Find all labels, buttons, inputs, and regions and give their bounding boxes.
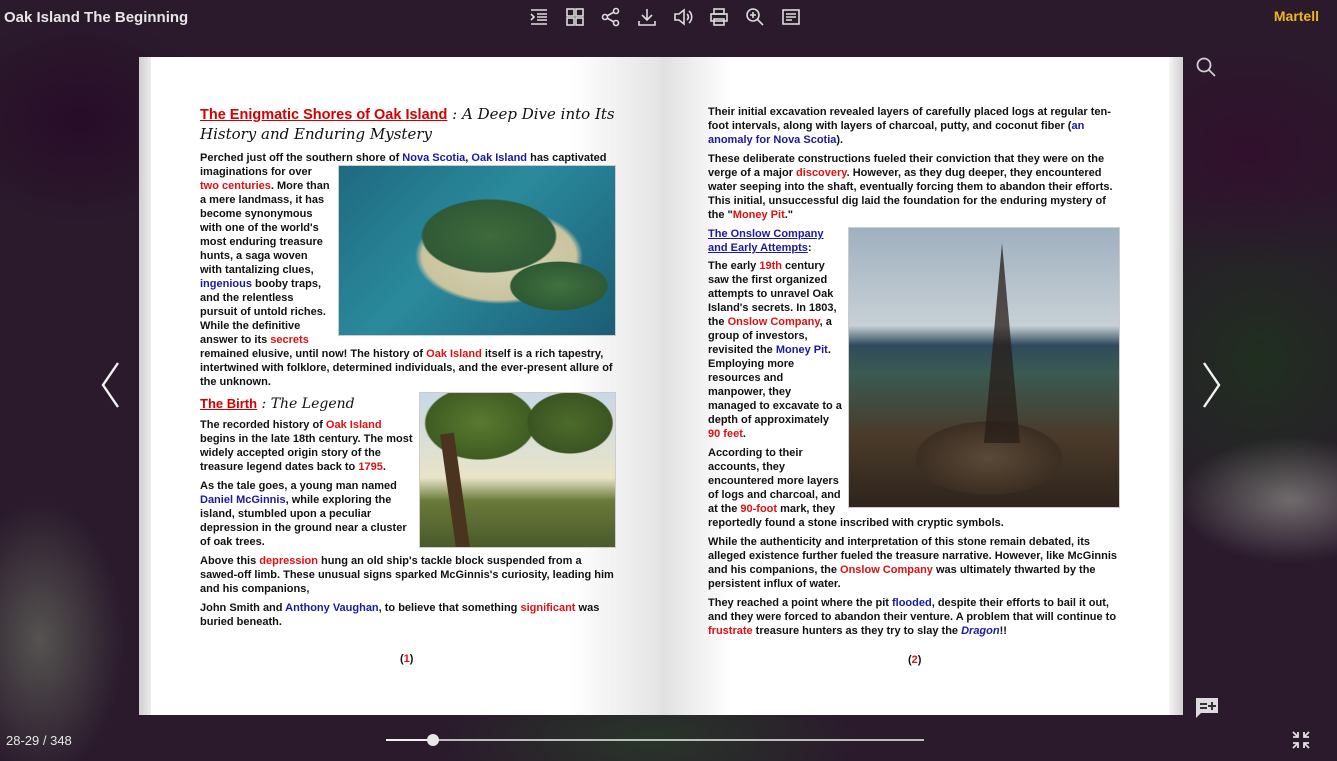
toolbar xyxy=(526,5,804,29)
chevron-left-icon xyxy=(98,360,122,410)
share-icon xyxy=(600,6,622,28)
notes-button[interactable] xyxy=(778,5,804,29)
download-icon xyxy=(636,6,658,28)
onslow-heading: The Onslow Company and Early Attempts: xyxy=(708,228,824,254)
search-button[interactable] xyxy=(1195,56,1219,80)
print-button[interactable] xyxy=(706,5,732,29)
add-comment-icon xyxy=(1195,697,1219,719)
sound-button[interactable] xyxy=(670,5,696,29)
oak-island-aerial-photo xyxy=(338,165,616,336)
drilling-rig-photo xyxy=(848,227,1120,508)
page-number-right: (2) xyxy=(908,654,922,666)
birth-heading-link[interactable]: The Birth xyxy=(200,396,258,411)
previous-page-button[interactable] xyxy=(98,360,122,410)
right-page[interactable] xyxy=(661,57,1169,715)
paragraph-accounts: According to their accounts, they encountered more layers of logs and charcoal, and at the 90-foot mark, they reportedly found a stone inscribed with cryptic symbols. xyxy=(708,447,1004,529)
page-slider[interactable] xyxy=(386,739,924,741)
speaker-icon xyxy=(672,6,694,28)
share-button[interactable] xyxy=(598,5,624,29)
right-page-content xyxy=(708,105,1120,643)
left-page[interactable] xyxy=(151,57,661,715)
exit-fullscreen-button[interactable] xyxy=(1290,729,1312,751)
thumbnails-button[interactable] xyxy=(562,5,588,29)
add-note-button[interactable] xyxy=(1195,697,1219,719)
brand-label: Martell xyxy=(1273,8,1319,24)
bottom-bar xyxy=(0,720,1337,761)
slider-thumb[interactable] xyxy=(427,734,439,746)
top-bar xyxy=(0,0,1337,36)
paragraph-tale: As the tale goes, a young man named Daniel McGinnis, while exploring the island, stumbled upon a peculiar depression in the ground near a cluster of oak trees. xyxy=(200,480,407,548)
paragraph-constructions: These deliberate constructions fueled their conviction that they were on the verge of a major discovery. However, as they dug deeper, they encountered water seeping into the shaft, eventually forcing them to abandon their efforts. This initial, unsuccessful dig laid the foundation for the enduring mystery of the "Money Pit." xyxy=(708,153,1113,221)
note-icon xyxy=(780,6,802,28)
birth-heading: The Birth : The Legend xyxy=(200,396,355,412)
paragraph-companions: John Smith and Anthony Vaughan, to believe that something significant was buried beneath. xyxy=(200,602,600,628)
paragraph-authenticity: While the authenticity and interpretation of this stone remain debated, its alleged existence further fueled the treasure narrative. However, like McGinnis and his companions, the Onslow Company was ultimately thwarted by the persistent influx of water. xyxy=(708,536,1117,590)
left-page-content xyxy=(200,105,620,634)
table-of-contents-button[interactable] xyxy=(526,5,552,29)
zoom-icon xyxy=(744,6,766,28)
chevron-right-icon xyxy=(1200,360,1224,410)
page-number-left: (1) xyxy=(400,653,414,665)
print-icon xyxy=(708,6,730,28)
tree-excavation-photo xyxy=(419,392,616,548)
paragraph-onslow: The early 19th century saw the first organized attempts to unravel Oak Island's secrets. In 1803, the Onslow Company, a group of investors, revisited the Money Pit. Employing more resources and manpower, they managed to excavate to a depth of approximately 90 feet. xyxy=(708,260,842,440)
paragraph-depression: Above this depression hung an old ship's tackle block suspended from a sawed-off limb. These unusual signs sparked McGinnis's curiosity, leading him and his companions, xyxy=(200,555,614,595)
page-indicator: 28-29 / 348 xyxy=(6,733,72,748)
collapse-icon xyxy=(1290,729,1312,751)
paragraph-intro: Perched just off the southern shore of Nova Scotia, Oak Island has captivated imaginations for over two centuries. More than a mere landmass, it has become synonymous with one of the world's most enduring treasure hunts, a saga woven with tantalizing clues, ingenious booby traps, and the relentless pursuit of untold riches. While the definitive answer to its secrets remained elusive, until now! The history of Oak Island itself is a rich tapestry, intertwined with folklore, determined individuals, and the ever-present allure of the unknown. xyxy=(200,151,620,389)
book-spread xyxy=(139,57,1183,715)
paragraph-history: The recorded history of Oak Island begins in the late 18th century. The most widely accepted origin story of the treasure legend dates back to 1795. xyxy=(200,419,413,473)
search-icon xyxy=(1195,56,1217,78)
page-stack-right xyxy=(1169,57,1183,715)
heading-link[interactable]: The Enigmatic Shores of Oak Island xyxy=(200,107,448,123)
slider-fill xyxy=(386,739,433,741)
paragraph-excavation: Their initial excavation revealed layers of carefully placed logs at regular ten-foot intervals, along with layers of charcoal, putty, and coconut fiber (an anomaly for Nova Scotia). xyxy=(708,106,1111,146)
heading-subtitle: A Deep Dive into Its History and Enduring Mystery xyxy=(200,105,615,143)
next-page-button[interactable] xyxy=(1200,360,1224,410)
book-title: Oak Island The Beginning xyxy=(4,9,189,26)
toc-icon xyxy=(528,6,550,28)
left-heading: The Enigmatic Shores of Oak Island : A Deep Dive into Its History and Enduring Mystery xyxy=(200,105,615,143)
grid-icon xyxy=(564,6,586,28)
download-button[interactable] xyxy=(634,5,660,29)
paragraph-flooded: They reached a point where the pit flooded, despite their efforts to bail it out, and they were forced to abandon their venture. A problem that will continue to frustrate treasure hunters as they try to slay the Dragon!! xyxy=(708,597,1117,637)
onslow-heading-link[interactable]: The Onslow Company xyxy=(708,228,824,240)
zoom-button[interactable] xyxy=(742,5,768,29)
